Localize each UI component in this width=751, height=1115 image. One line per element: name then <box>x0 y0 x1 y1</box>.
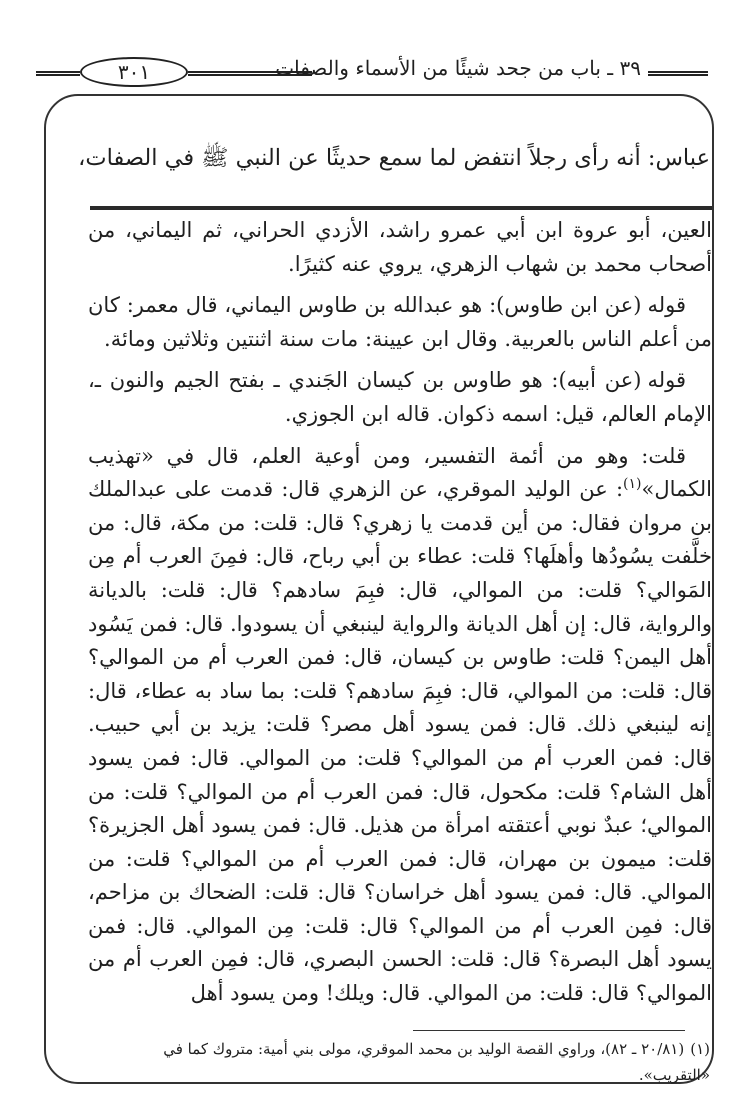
hadith-text: عباس: أنه رأى رجلاً انتفض لما سمع حديثًا عن النبي ﷺ في الصفات، <box>78 145 710 171</box>
commentary-paragraph <box>88 440 712 1011</box>
footnote-reference[interactable]: (١) <box>623 476 642 493</box>
commentary <box>88 214 712 1011</box>
footnote <box>90 1036 710 1088</box>
commentary-paragraph: العين، أبو عروة ابن أبي عمرو راشد، الأزدي الحراني، ثم اليماني، من أصحاب محمد بن شهاب الزهري، يروي عنه كثيرًا. <box>88 218 712 276</box>
commentary-paragraph <box>88 364 712 431</box>
paragraph-body: (عن ابن طاوس): هو عبدالله بن طاوس اليماني، قال معمر: كان من أعلم الناس بالعربية. وقال ابن عيينة: مات سنة اثنتين وثلاثين ومائة. <box>88 293 712 351</box>
text-separator <box>90 206 712 210</box>
paragraph-lead: قوله <box>647 293 686 318</box>
paragraph-body: قلت: وهو من أئمة التفسير، ومن أوعية العلم، قال في «تهذيب الكمال» <box>88 443 712 502</box>
footnote-rule <box>413 1030 685 1031</box>
footnote-text: (٢٠/٨١ ـ ٨٢)، وراوي القصة الوليد بن محمد الموقري، مولى بني أمية: متروك كما في «التقريب». <box>163 1040 710 1084</box>
paragraph-lead: قوله <box>647 368 686 393</box>
page-number: ٣٠١ <box>80 57 188 87</box>
header-rule-right <box>648 71 708 76</box>
paragraph-body: : عن الوليد الموقري، عن الزهري قال: قدمت على عبدالملك بن مروان فقال: من أين قدمت يا زهري؟ قال: قلت: من مكة، قال: من خلَّفت يسُودُها وأهلَها؟ قلت: عطاء بن أبي رباح، قال: فمِنَ العرب أم مِن المَوالي؟ قلت: من الموالي، قال: فبِمَ سادهم؟ قال: قلت: بالديانة والرواية، قال: إن أهل الديانة والرواية لينبغي أن يسودوا. قال: فمن يَسُود أهل اليمن؟ قلت: طاوس بن كيسان، قال: فمن العرب أم من الموالي؟ قال: قلت: من الموالي، قال: فبِمَ سادهم؟ قلت: بما ساد به عطاء، قال: إنه لينبغي ذلك. قال: فمن يسود أهل مصر؟ قلت: يزيد بن أبي حبيب. قال: فمن العرب أم من الموالي؟ قلت: من الموالي. قال: فمن يسود أهل الشام؟ قلت: مكحول، قال: فمن العرب أم من الموالي؟ قلت: من الموالي؛ عبدٌ نوبي أعتقته امرأة من هذيل. قال: فمن يسود أهل الجزيرة؟ قلت: ميمون بن مهران، قال: فمن العرب أم من الموالي؟ قلت: من الموالي. قال: فمن يسود أهل خراسان؟ قال: قلت: الضحاك بن مزاحم، قال: فمِن العرب أم من الموالي؟ قال: قلت: مِن الموالي. قال: فمن يسود أهل البصرة؟ قال: قلت: الحسن البصري، قال: فمِن العرب أم من الموالي؟ قال: قلت: من الموالي. قال: ويلك! ومن يسود أهل <box>88 477 712 1006</box>
commentary-paragraph <box>88 289 712 356</box>
footnote-number: (١) <box>690 1040 710 1058</box>
header-rule-left <box>36 71 80 76</box>
chapter-title: ٣٩ ـ باب من جحد شيئًا من الأسماء والصفات <box>275 56 641 80</box>
paragraph-body: (عن أبيه): هو طاوس بن كيسان الجَندي ـ بفتح الجيم والنون ـ، الإمام العالم، قيل: اسمه ذكوان. قاله ابن الجوزي. <box>88 368 712 426</box>
